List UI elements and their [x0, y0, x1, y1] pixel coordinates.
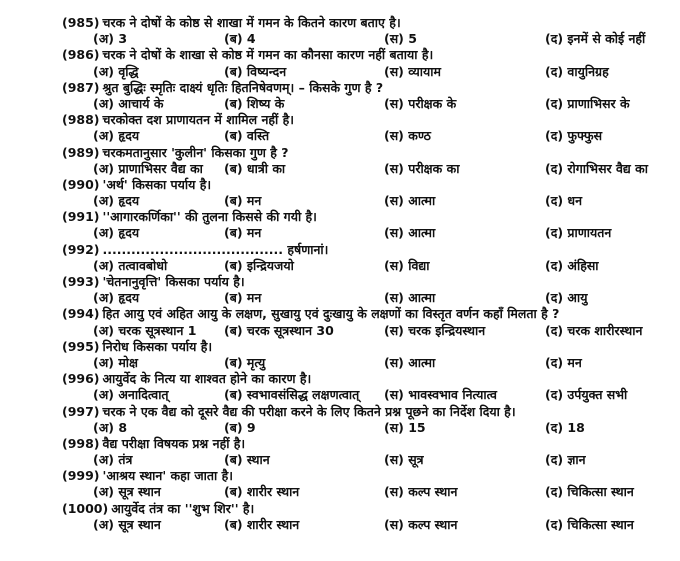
option-b: (ब) इन्द्रियजयो	[224, 257, 294, 273]
question-block	[62, 371, 662, 403]
options-row	[62, 64, 662, 80]
question-text: आयुर्वेद के नित्य या शाश्वत होने का कारण है।	[102, 371, 312, 387]
question-block	[62, 306, 662, 338]
option-a: (अ) अनादित्वात्	[93, 387, 169, 403]
option-c: (स) आत्मा	[384, 193, 436, 209]
question-line	[62, 209, 662, 225]
question-text: चरक ने एक वैद्य को दूसरे वैद्य की परीक्षा करने के लिए कितने प्रश्न पूछने का निर्देश दिया है।	[102, 403, 516, 419]
question-block	[62, 145, 662, 177]
option-c: (स) विद्या	[384, 257, 430, 273]
option-c: (स) कल्प स्थान	[384, 484, 458, 500]
option-a: (अ) तत्वावबोधो	[93, 257, 168, 273]
question-text: चरकमतानुसार 'कुलीन' किसका गुण है ?	[102, 144, 289, 160]
question-text: चरक ने दोषों के शाखा से कोष्ठ में गमन का कौनसा कारण नहीं बताया है।	[102, 47, 434, 63]
option-c: (स) व्यायाम	[384, 63, 441, 79]
question-block	[62, 274, 662, 306]
option-a: (अ) मोक्ष	[93, 354, 139, 370]
option-b: (ब) धात्री का	[224, 160, 286, 176]
option-d: (द) फुफ्फुस	[545, 128, 603, 144]
option-c: (स) आत्मा	[384, 354, 436, 370]
options-row	[62, 161, 662, 177]
question-number: (995)	[62, 338, 100, 354]
question-line	[62, 145, 662, 161]
option-c: (स) सूत्र	[384, 452, 424, 468]
option-c: (स) भावस्वभाव नित्यात्व	[384, 387, 497, 403]
question-number: (1000)	[62, 500, 109, 516]
question-text: चरक ने दोषों के कोष्ठ से शाखा में गमन के कितने कारण बताए है।	[102, 15, 401, 30]
option-a: (अ) 8	[93, 419, 128, 435]
option-a: (अ) सूत्र स्थान	[93, 484, 161, 500]
question-number: (988)	[62, 112, 100, 128]
question-number: (998)	[62, 435, 100, 451]
question-line	[62, 468, 662, 484]
option-d: (द) चिकित्सा स्थान	[545, 484, 634, 500]
option-c: (स) 15	[384, 419, 426, 435]
question-line	[62, 339, 662, 355]
options-row	[62, 128, 662, 144]
question-block	[62, 436, 662, 468]
option-b: (ब) 9	[224, 419, 256, 435]
question-text: ...................................... हर्षणानां।	[102, 241, 329, 257]
option-c: (स) चरक इन्द्रियस्थान	[384, 322, 486, 338]
question-block	[62, 339, 662, 371]
option-b: (ब) शारीर स्थान	[224, 484, 300, 500]
option-b: (ब) शारीर स्थान	[224, 516, 300, 532]
question-text: श्रुत बुद्धिः स्मृतिः दाक्ष्यं धृतिः हितनिषेवणम्। – किसके गुण है ?	[102, 79, 384, 95]
question-line	[62, 371, 662, 387]
question-number: (985)	[62, 15, 100, 30]
option-b: (ब) मृत्यु	[224, 354, 266, 370]
question-line	[62, 177, 662, 193]
option-b: (ब) मन	[224, 225, 262, 241]
question-number: (990)	[62, 176, 100, 192]
option-c: (स) परीक्षक के	[384, 95, 457, 111]
question-number: (987)	[62, 79, 100, 95]
option-d: (द) चरक शारीरस्थान	[545, 322, 643, 338]
question-text: 'चेतनानुवृत्ति' किसका पर्याय है।	[102, 274, 245, 289]
question-line	[62, 15, 662, 31]
question-number: (996)	[62, 371, 100, 387]
option-c: (स) 5	[384, 31, 417, 47]
question-line	[62, 112, 662, 128]
options-row	[62, 452, 662, 468]
option-a: (अ) 3	[93, 31, 128, 47]
question-block	[62, 177, 662, 209]
question-block	[62, 112, 662, 144]
question-sheet	[62, 15, 662, 533]
question-text: ''आगारकर्णिका'' की तुलना किससे की गयी है।	[102, 209, 317, 225]
question-block	[62, 468, 662, 500]
question-text: चरकोक्त दश प्राणायतन में शामिल नहीं है।	[102, 112, 295, 128]
option-b: (ब) वस्ति	[224, 128, 270, 144]
option-b: (ब) स्वभावसंसिद्ध लक्षणत्वात्	[224, 387, 360, 403]
question-number: (994)	[62, 306, 100, 322]
option-b: (ब) विष्यन्दन	[224, 63, 287, 79]
option-d: (द) मन	[545, 354, 582, 370]
question-number: (989)	[62, 144, 100, 160]
question-block	[62, 242, 662, 274]
option-b: (ब) 4	[224, 31, 256, 47]
option-a: (अ) हृदय	[93, 290, 140, 306]
options-row	[62, 323, 662, 339]
options-row	[62, 387, 662, 403]
option-b: (ब) स्थान	[224, 452, 270, 468]
question-line	[62, 306, 662, 322]
option-d: (द) रोगाभिसर वैद्य का	[545, 160, 648, 176]
question-line	[62, 501, 662, 517]
options-row	[62, 420, 662, 436]
option-a: (अ) हृदय	[93, 193, 140, 209]
option-a: (अ) हृदय	[93, 128, 140, 144]
options-row	[62, 193, 662, 209]
option-d: (द) 18	[545, 419, 585, 435]
option-d: (द) ज्ञान	[545, 452, 586, 468]
option-b: (ब) मन	[224, 193, 262, 209]
option-d: (द) आयु	[545, 290, 588, 306]
question-number: (999)	[62, 468, 100, 484]
question-block	[62, 501, 662, 533]
option-c: (स) परीक्षक का	[384, 160, 460, 176]
options-row	[62, 355, 662, 371]
question-line	[62, 242, 662, 258]
option-c: (स) आत्मा	[384, 225, 436, 241]
question-text: निरोध किसका पर्याय है।	[102, 338, 213, 354]
option-a: (अ) तंत्र	[93, 452, 133, 468]
options-row	[62, 517, 662, 533]
option-b: (ब) मन	[224, 290, 262, 306]
option-d: (द) इनमें से कोई नहीं	[545, 31, 646, 47]
question-text: वैद्य परीक्षा विषयक प्रश्न नहीं है।	[102, 435, 246, 451]
options-row	[62, 31, 662, 47]
option-a: (अ) प्राणाभिसर वैद्य का	[93, 160, 203, 176]
option-d: (द) धन	[545, 193, 583, 209]
question-block	[62, 15, 662, 47]
option-c: (स) आत्मा	[384, 290, 436, 306]
question-block	[62, 47, 662, 79]
options-row	[62, 225, 662, 241]
option-d: (द) उर्पयुक्त सभी	[545, 387, 628, 403]
question-text: 'आश्रय स्थान' कहा जाता है।	[102, 468, 233, 484]
question-number: (992)	[62, 241, 100, 257]
option-b: (ब) शिष्य के	[224, 95, 285, 111]
options-row	[62, 484, 662, 500]
option-b: (ब) चरक सूत्रस्थान 30	[224, 322, 334, 338]
options-row	[62, 290, 662, 306]
options-row	[62, 96, 662, 112]
question-text: आयुर्वेद तंत्र का ''शुभ शिर'' है।	[111, 500, 255, 516]
option-a: (अ) सूत्र स्थान	[93, 516, 161, 532]
question-block	[62, 404, 662, 436]
question-line	[62, 436, 662, 452]
option-a: (अ) आचार्य के	[93, 95, 164, 111]
question-line	[62, 80, 662, 96]
question-number: (991)	[62, 209, 100, 225]
option-c: (स) कण्ठ	[384, 128, 431, 144]
question-line	[62, 274, 662, 290]
question-line	[62, 47, 662, 63]
question-number: (997)	[62, 403, 100, 419]
options-row	[62, 258, 662, 274]
option-d: (द) चिकित्सा स्थान	[545, 516, 634, 532]
option-a: (अ) वृद्धि	[93, 63, 139, 79]
option-d: (द) प्राणायतन	[545, 225, 612, 241]
option-c: (स) कल्प स्थान	[384, 516, 458, 532]
question-text: 'अर्थ' किसका पर्याय है।	[102, 176, 212, 192]
question-number: (986)	[62, 47, 100, 63]
option-d: (द) अंहिसा	[545, 257, 599, 273]
option-a: (अ) हृदय	[93, 225, 140, 241]
question-text: हित आयु एवं अहित आयु के लक्षण, सुखायु एवं दुःखायु के लक्षणों का विस्तृत वर्णन कहाँ मिलता है ?	[102, 306, 560, 322]
question-number: (993)	[62, 274, 100, 289]
question-block	[62, 209, 662, 241]
option-a: (अ) चरक सूत्रस्थान 1	[93, 322, 197, 338]
question-block	[62, 80, 662, 112]
option-d: (द) वायुनिग्रह	[545, 63, 609, 79]
option-d: (द) प्राणाभिसर के	[545, 95, 630, 111]
question-line	[62, 404, 662, 420]
